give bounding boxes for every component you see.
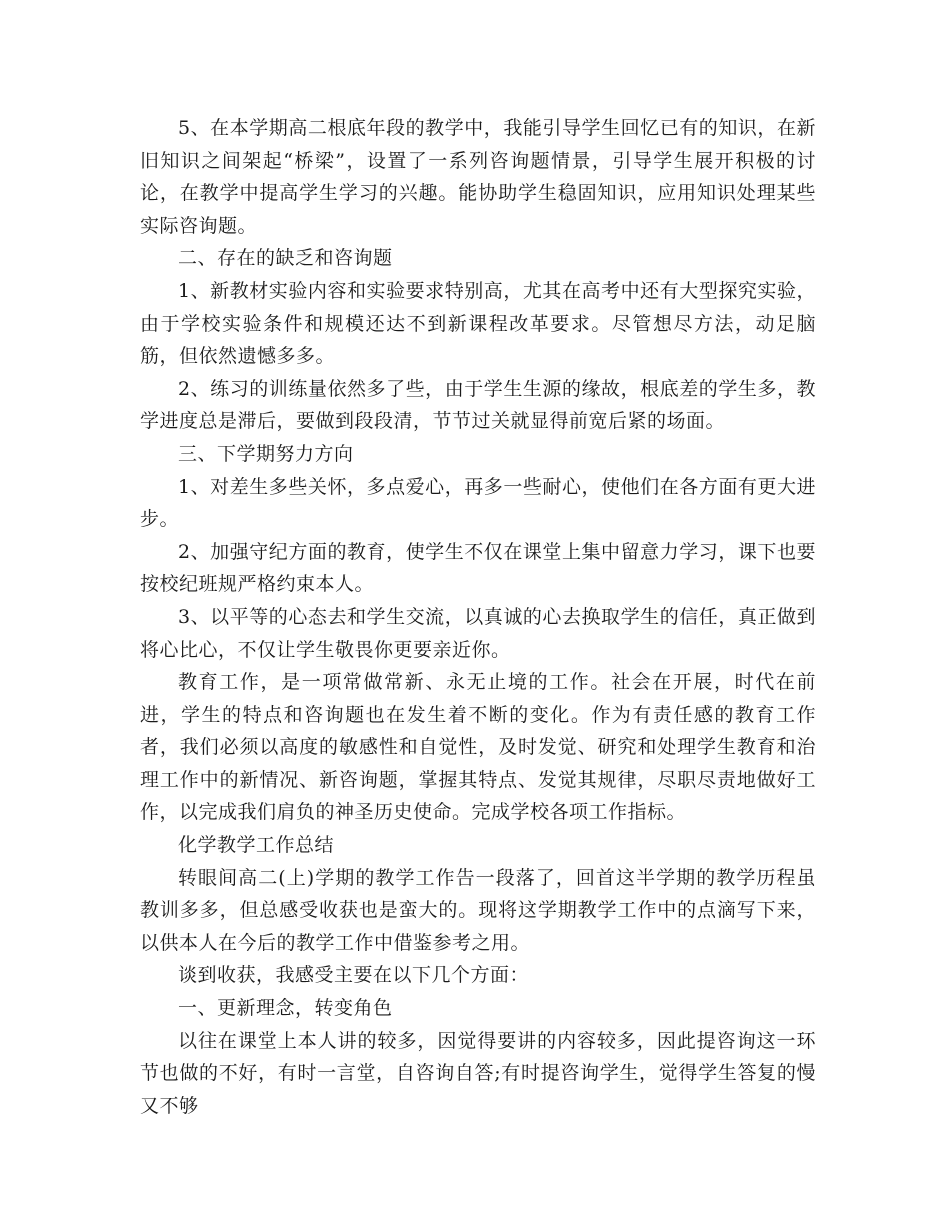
paragraph-classroom: 以往在课堂上本人讲的较多，因觉得要讲的内容较多，因此提咨询这一环节也做的不好，有时一言堂，自咨询自答;有时提咨询学生，觉得学生答复的慢又不够 (140, 1029, 816, 1117)
section-heading-update-ideas: 一、更新理念，转变角色 (178, 997, 393, 1020)
paragraph-direction-3: 3、以平等的心态去和学生交流，以真诚的心去换取学生的信任，真正做到将心比心，不仅让学生敬畏你更要亲近你。 (140, 605, 816, 661)
paragraph-direction-1: 1、对差生多些关怀，多点爱心，再多一些耐心，使他们在各方面有更大进步。 (140, 475, 816, 531)
paragraph-education-work: 教育工作，是一项常做常新、永无止境的工作。社会在开展，时代在前进，学生的特点和咨询题也在发生着不断的变化。作为有责任感的教育工作者，我们必须以高度的敏感性和自觉性，及时发觉、研究和处理学生教育和治理工作中的新情况、新咨询题，掌握其特点、发觉其规律，尽职尽责地做好工作，以完成我们肩负的神圣历史使命。完成学校各项工作指标。 (140, 671, 816, 824)
paragraph-direction-2: 2、加强守纪方面的教育，使学生不仅在课堂上集中留意力学习，课下也要按校纪班规严格约束本人。 (140, 540, 816, 596)
document-title-chemistry-summary: 化学教学工作总结 (178, 834, 335, 857)
section-heading-direction: 三、下学期努力方向 (178, 442, 354, 465)
section-heading-problems: 二、存在的缺乏和咨询题 (178, 247, 393, 270)
paragraph-problem-1: 1、新教材实验内容和实验要求特别高，尤其在高考中还有大型探究实验，由于学校实验条件和规模还达不到新课程改革要求。尽管想尽方法，动足脑筋，但依然遗憾多多。 (140, 279, 816, 368)
document-body (140, 112, 816, 1122)
paragraph-intro: 转眼间高二(上)学期的教学工作告一段落了，回首这半学期的教学历程虽教训多多，但总感受收获也是蛮大的。现将这学期教学工作中的点滴写下来，以供本人在今后的教学工作中借鉴参考之用。 (140, 866, 816, 954)
paragraph-problem-2: 2、练习的训练量依然多了些，由于学生生源的缘故，根底差的学生多，教学进度总是滞后，要做到段段清，节节过关就显得前宽后紧的场面。 (140, 377, 816, 433)
paragraph-harvest: 谈到收获，我感受主要在以下几个方面： (178, 964, 530, 987)
paragraph-item-5: 5、在本学期高二根底年段的教学中，我能引导学生回忆已有的知识，在新旧知识之间架起“桥梁”，设置了一系列咨询题情景，引导学生展开积极的讨论，在教学中提高学生学习的兴趣。能协助学生稳固知识，应用知识处理某些实际咨询题。 (140, 117, 816, 237)
